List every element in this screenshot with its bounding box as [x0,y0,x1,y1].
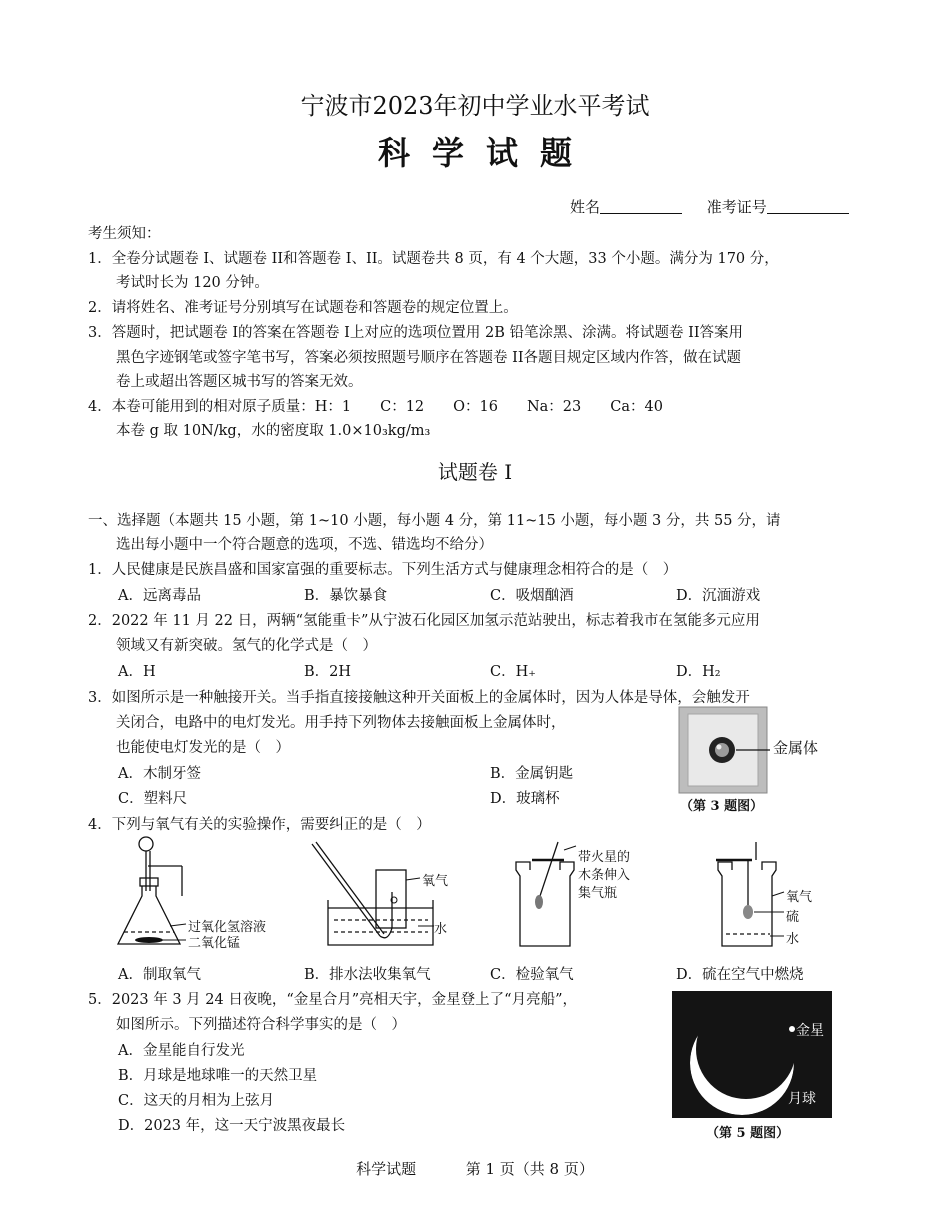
q5-option-d[interactable]: D．2023 年，这一天宁波黑夜最长 [118,1118,346,1134]
q3-option-c[interactable]: C．塑料尺 [118,791,188,807]
q1-option-d[interactable]: D．沉湎游戏 [676,588,761,604]
q5-stem: 5．2023 年 3 月 24 日夜晚，“金星合月”亮相天宇，金星登上了“月亮船”， [88,992,577,1008]
page-footer [0,1158,950,1179]
q3-caption: （第 3 题图） [680,799,764,814]
name-label: 姓名 [570,198,601,216]
id-label: 准考证号 [706,198,767,216]
q5-stem: 如图所示。下列描述符合科学事实的是（ ） [116,1017,406,1033]
q5-option-c[interactable]: C．这天的月相为上弦月 [118,1093,275,1109]
q4-a-label-mno2: 二氧化锰 [188,936,241,951]
q3-option-a[interactable]: A．木制牙签 [118,766,201,782]
id-blank[interactable] [767,198,849,214]
q5-label-venus: 金星 [796,1023,824,1039]
q5-option-a[interactable]: A．金星能自行发光 [118,1043,245,1059]
q4-d-label-oxygen: 氧气 [786,890,813,905]
q1-stem: 1．人民健康是民族昌盛和国家富强的重要标志。下列生活方式与健康理念相符合的是（ ） [88,562,678,578]
q5-option-b[interactable]: B．月球是地球唯一的天然卫星 [118,1068,318,1084]
q2-option-c[interactable]: C．H₊ [490,664,536,680]
q3-stem: 也能使电灯发光的是（ ） [116,740,290,756]
q4-c-label: 集气瓶 [578,886,618,901]
q5-label-moon: 月球 [788,1091,816,1107]
section-title: 试题卷 I [437,460,513,484]
q5-caption: （第 5 题图） [706,1126,790,1141]
q4-option-b[interactable]: B．排水法收集氧气 [304,967,431,983]
notice-item: 卷上或超出答题区城书写的答案无效。 [116,374,363,390]
q4-a-label-h2o2: 过氧化氢溶液 [188,920,267,935]
section-intro: 一、选择题（本题共 15 小题，第 1~10 小题，每小题 4 分，第 11~15 小题，每小题 3 分，共 55 分，请 [88,513,781,529]
notice-item: 黑色字迹钢笔或签字笔书写，答案必须按照题号顺序在答题卷 II各题目规定区域内作答，做在试题 [116,350,742,366]
q2-option-b[interactable]: B．2H [304,664,352,680]
q3-stem: 关闭合，电路中的电灯发光。用手持下列物体去接触面板上金属体时， [116,715,566,731]
q1-option-b[interactable]: B．暴饮暴食 [304,588,388,604]
q2-option-a[interactable]: A．H [118,664,156,680]
q2-option-d[interactable]: D．H₂ [676,664,721,680]
notice-heading: 考生须知： [88,226,161,242]
name-blank[interactable] [600,198,682,214]
q4-option-d[interactable]: D．硫在空气中燃烧 [676,967,804,983]
q4-b-label-water: 水 [434,922,448,937]
exam-title: 宁波市2023年初中学业水平考试 [300,92,650,120]
q4-d-label-sulfur: 硫 [786,910,800,925]
q1-option-a[interactable]: A．远离毒品 [118,588,201,604]
q3-option-b[interactable]: B．金属钥匙 [490,766,574,782]
footer-subject: 科学试题 [356,1160,417,1178]
q4-d-label-water: 水 [786,932,800,947]
section-intro: 选出每小题中一个符合题意的选项，不选、错选均不给分） [116,537,493,553]
q4-stem: 4．下列与氧气有关的实验操作，需要纠正的是（ ） [88,817,431,833]
exam-subtitle: 科学试题 [377,134,594,172]
q3-option-d[interactable]: D．玻璃杯 [490,791,560,807]
q1-option-c[interactable]: C．吸烟酗酒 [490,588,574,604]
q3-stem: 3．如图所示是一种触接开关。当手指直接接触这种开关面板上的金属体时，因为人体是导体，会触发开 [88,690,750,706]
q2-stem: 2．2022 年 11 月 22 日，两辆“氢能重卡”从宁波石化园区加氢示范站驶出，标志着我市在氢能多元应用 [88,613,760,629]
candidate-fields [570,196,869,217]
q3-figure-label: 金属体 [773,739,819,757]
notice-item: 考试时长为 120 分钟。 [116,275,269,291]
notice-item: 3．答题时，把试题卷 I的答案在答题卷 I上对应的选项位置用 2B 铅笔涂黑、涂满。将试题卷 II答案用 [88,325,744,341]
q4-option-a[interactable]: A．制取氧气 [118,967,201,983]
q4-b-label-oxygen: 氧气 [422,874,449,889]
q4-option-c[interactable]: C．检验氧气 [490,967,574,983]
q4-c-label: 木条伸入 [578,868,631,883]
notice-item: 4．本卷可能用到的相对原子质量：H：1 C：12 O：16 Na：23 Ca：40 [88,399,663,415]
notice-item: 本卷 g 取 10N/kg，水的密度取 1.0×10₃kg/m₃ [116,423,431,439]
footer-page-number: 第 1 页（共 8 页） [465,1160,594,1178]
notice-item: 2．请将姓名、准考证号分别填写在试题卷和答题卷的规定位置上。 [88,300,518,316]
q2-stem: 领域又有新突破。氢气的化学式是（ ） [116,638,377,654]
q4-c-label: 带火星的 [578,850,631,865]
notice-item: 1．全卷分试题卷 I、试题卷 II和答题卷 I、II。试题卷共 8 页，有 4 个大题，33 个小题。满分为 170 分， [88,251,779,267]
